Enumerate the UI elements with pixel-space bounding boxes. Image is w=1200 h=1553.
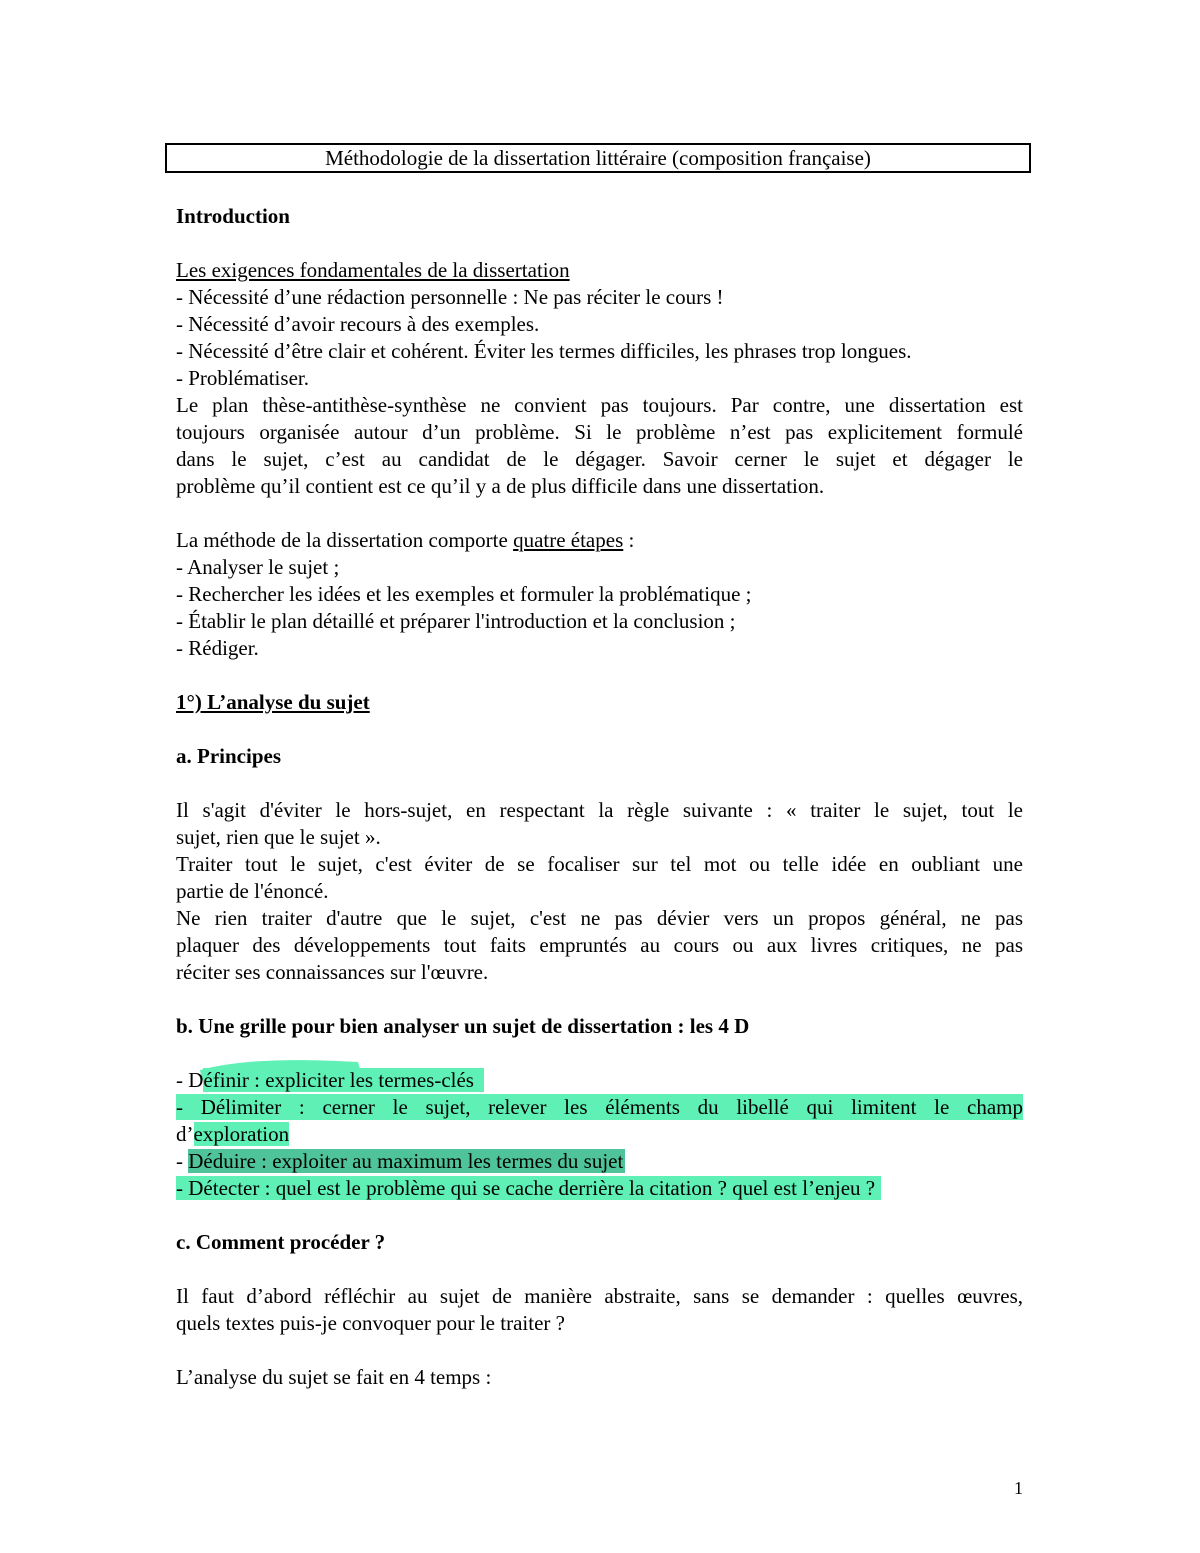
introduction-heading: Introduction: [176, 204, 290, 228]
proceder-line: Il faut d’abord réfléchir au sujet de manière abstraite, sans se demander : quelles œuvres,: [176, 1284, 1023, 1308]
document-title: Méthodologie de la dissertation littéraire (composition française): [165, 143, 1031, 173]
methode-suffix: :: [623, 528, 635, 552]
section1-heading: 1°) L’analyse du sujet: [176, 690, 370, 714]
definir-prefix: - D: [176, 1068, 204, 1092]
methode-prefix: La méthode de la dissertation comporte: [176, 528, 514, 552]
etape-item: - Rédiger.: [176, 636, 259, 660]
definir-highlight: éfinir : expliciter les termes-clés: [203, 1068, 474, 1092]
principes-line: partie de l'énoncé.: [176, 879, 329, 903]
paragraph-line: toujours organisée autour d’un problème. Si le problème n’est pas explicitement formulé: [176, 420, 1023, 444]
principes-line: Ne rien traiter d'autre que le sujet, c'est ne pas dévier vers un propos général, ne pas: [176, 906, 1023, 930]
principes-line: Traiter tout le sujet, c'est éviter de se focaliser sur tel mot ou telle idée en oubliant une: [176, 852, 1023, 876]
etape-item: - Établir le plan détaillé et préparer l'introduction et la conclusion ;: [176, 609, 736, 633]
exigence-item: - Problématiser.: [176, 366, 309, 390]
paragraph-line: problème qu’il contient est ce qu’il y a de plus difficile dans une dissertation.: [176, 474, 825, 498]
grille-definir: [176, 1067, 484, 1093]
exigence-item: - Nécessité d’une rédaction personnelle : Ne pas réciter le cours !: [176, 285, 724, 309]
grille-detecter: [176, 1175, 881, 1201]
grille-deduire: [176, 1148, 625, 1174]
exigence-item: - Nécessité d’avoir recours à des exemples.: [176, 312, 540, 336]
methode-line: [176, 527, 634, 553]
principes-line: sujet, rien que le sujet ».: [176, 825, 381, 849]
paragraph-line: dans le sujet, c’est au candidat de le dégager. Savoir cerner le sujet et dégager le: [176, 447, 1023, 471]
proceder-heading: c. Comment procéder ?: [176, 1230, 386, 1254]
exigences-title: Les exigences fondamentales de la dissertation: [176, 258, 570, 282]
grille-delimiter-cont: [176, 1121, 289, 1147]
grille-heading: b. Une grille pour bien analyser un sujet de dissertation : les 4 D: [176, 1014, 750, 1038]
etape-item: - Rechercher les idées et les exemples et formuler la problématique ;: [176, 582, 752, 606]
etape-item: - Analyser le sujet ;: [176, 555, 340, 579]
methode-underlined: quatre étapes: [513, 528, 624, 552]
delimiter-highlight: exploration: [193, 1122, 290, 1146]
paragraph-line: Le plan thèse-antithèse-synthèse ne convient pas toujours. Par contre, une dissertation est: [176, 393, 1023, 417]
proceder-line: quels textes puis-je convoquer pour le traiter ?: [176, 1311, 565, 1335]
temps-line: L’analyse du sujet se fait en 4 temps :: [176, 1365, 492, 1389]
principes-line: plaquer des développements tout faits empruntés au cours ou aux livres critiques, ne pas: [176, 933, 1023, 957]
deduire-highlight: Déduire : exploiter au maximum les termes du sujet: [188, 1149, 624, 1173]
principes-heading: a. Principes: [176, 744, 281, 768]
principes-line: réciter ses connaissances sur l'œuvre.: [176, 960, 489, 984]
delimiter-prefix: d’: [176, 1122, 194, 1146]
detecter-highlight: - Détecter : quel est le problème qui se cache derrière la citation ? quel est l’enjeu ?: [176, 1176, 881, 1200]
page-number: 1: [1014, 1478, 1023, 1498]
principes-line: Il s'agit d'éviter le hors-sujet, en respectant la règle suivante : « traiter le sujet, tout le: [176, 798, 1023, 822]
grille-delimiter: - Délimiter : cerner le sujet, relever les éléments du libellé qui limitent le champ: [176, 1095, 1023, 1119]
exigence-item: - Nécessité d’être clair et cohérent. Éviter les termes difficiles, les phrases trop longues.: [176, 339, 912, 363]
deduire-prefix: -: [176, 1149, 189, 1173]
